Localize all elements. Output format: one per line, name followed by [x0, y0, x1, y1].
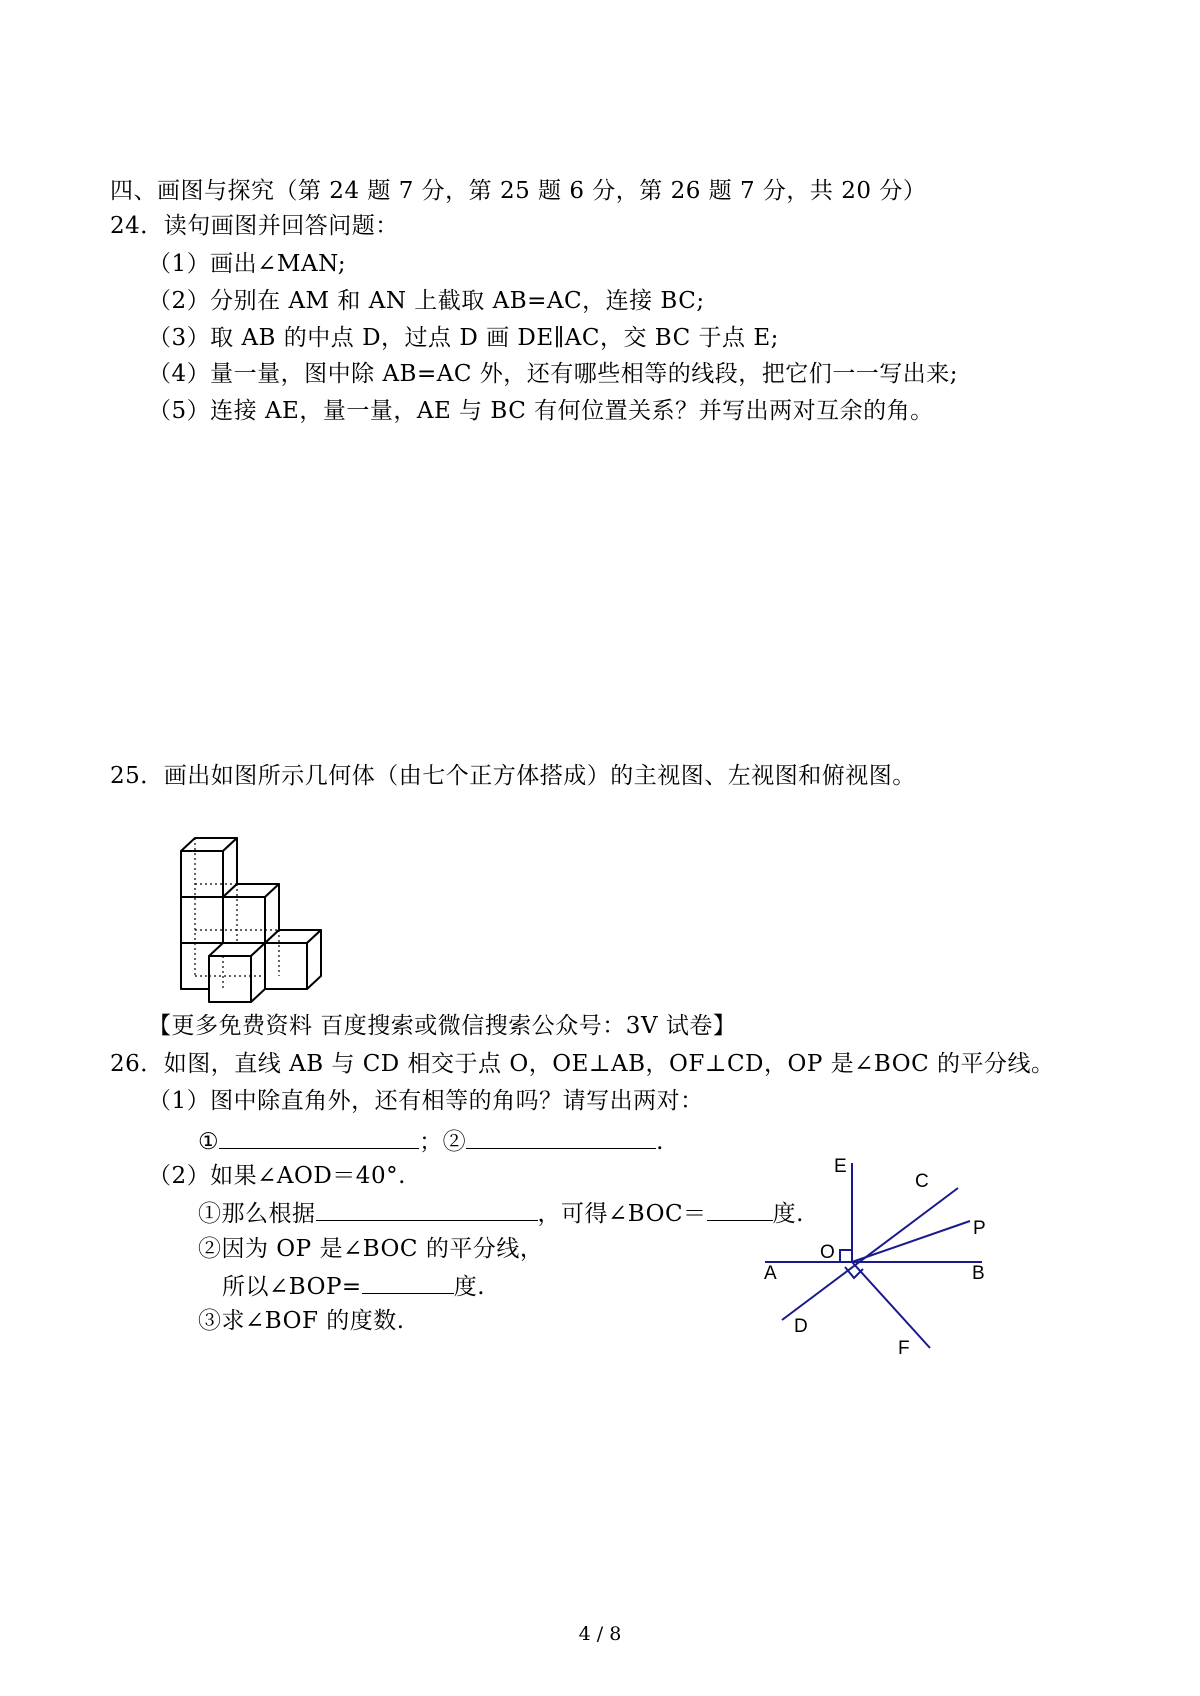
q24-item-2: （2）分别在 AM 和 AN 上截取 AB=AC，连接 BC;	[148, 288, 705, 314]
q26-sub2-line2	[222, 1269, 485, 1302]
cube-middle-center	[223, 884, 279, 943]
q24-item-5: （5）连接 AE，量一量，AE 与 BC 有何位置关系？并写出两对互余的角。	[148, 398, 934, 424]
sub2-end: 度.	[453, 1274, 486, 1300]
q26-part2: （2）如果∠AOD＝40°.	[148, 1163, 406, 1189]
answer-mark-1: ①	[198, 1129, 220, 1155]
right-angle-mark-eob	[840, 1250, 852, 1262]
cube-front	[209, 943, 265, 1002]
page-number: 4 / 8	[578, 1623, 622, 1645]
q24-item-4: （4）量一量，图中除 AB=AC 外，还有哪些相等的线段，把它们一一写出来;	[148, 361, 958, 387]
q24-item-3: （3）取 AB 的中点 D，过点 D 画 DE∥AC，交 BC 于点 E;	[148, 325, 779, 351]
label-f: F	[898, 1338, 910, 1359]
ray-op	[852, 1221, 970, 1262]
q25-title: 25．画出如图所示几何体（由七个正方体搭成）的主视图、左视图和俯视图。	[110, 763, 916, 789]
label-d: D	[794, 1316, 808, 1337]
q26-part1-answers	[198, 1124, 664, 1157]
label-o: O	[820, 1242, 835, 1263]
cube-bottom-right	[265, 930, 321, 989]
q26-title: 26．如图，直线 AB 与 CD 相交于点 O，OE⊥AB，OF⊥CD，OP 是∠BOC 的平分线。	[110, 1051, 1055, 1077]
reason-blank[interactable]	[316, 1196, 538, 1221]
angle-figure	[760, 1155, 1000, 1365]
ray-of	[852, 1262, 930, 1348]
right-angle-mark-dof	[845, 1267, 863, 1278]
sub1-end: 度.	[772, 1201, 804, 1227]
q26-part1: （1）图中除直角外，还有相等的角吗？请写出两对：	[148, 1088, 704, 1114]
answer-end: .	[656, 1129, 664, 1155]
q24-item-1: （1）画出∠MAN;	[148, 251, 347, 277]
cube-top-left	[181, 838, 237, 897]
q26-sub2-line1: ②因为 OP 是∠BOC 的平分线，	[198, 1236, 544, 1262]
answer-separator: ；②	[419, 1129, 467, 1155]
section-heading: 四、画图与探究（第 24 题 7 分，第 25 题 6 分，第 26 题 7 分，共 20 分）	[110, 178, 927, 204]
sub1-prefix: ①那么根据	[198, 1201, 316, 1227]
answer-blank-2[interactable]	[466, 1124, 656, 1149]
line-cd	[782, 1188, 958, 1320]
label-p: P	[973, 1218, 986, 1239]
sub1-middle: ，可得∠BOC＝	[537, 1201, 707, 1227]
label-e: E	[834, 1156, 847, 1177]
promo-line: 【更多免费资料 百度搜索或微信搜索公众号：3V 试卷】	[148, 1013, 737, 1039]
q26-sub3: ③求∠BOF 的度数.	[198, 1308, 405, 1334]
label-b: B	[972, 1263, 985, 1284]
q24-title: 24．读句画图并回答问题：	[110, 213, 399, 239]
label-c: C	[915, 1171, 929, 1192]
cube-middle-left	[181, 897, 223, 943]
label-a: A	[764, 1263, 777, 1284]
q26-sub1	[198, 1196, 804, 1229]
answer-blank-1[interactable]	[219, 1124, 419, 1149]
sub2-prefix: 所以∠BOP=	[222, 1274, 362, 1300]
cube-stack-figure	[170, 830, 340, 1005]
bop-degree-blank[interactable]	[362, 1269, 454, 1294]
